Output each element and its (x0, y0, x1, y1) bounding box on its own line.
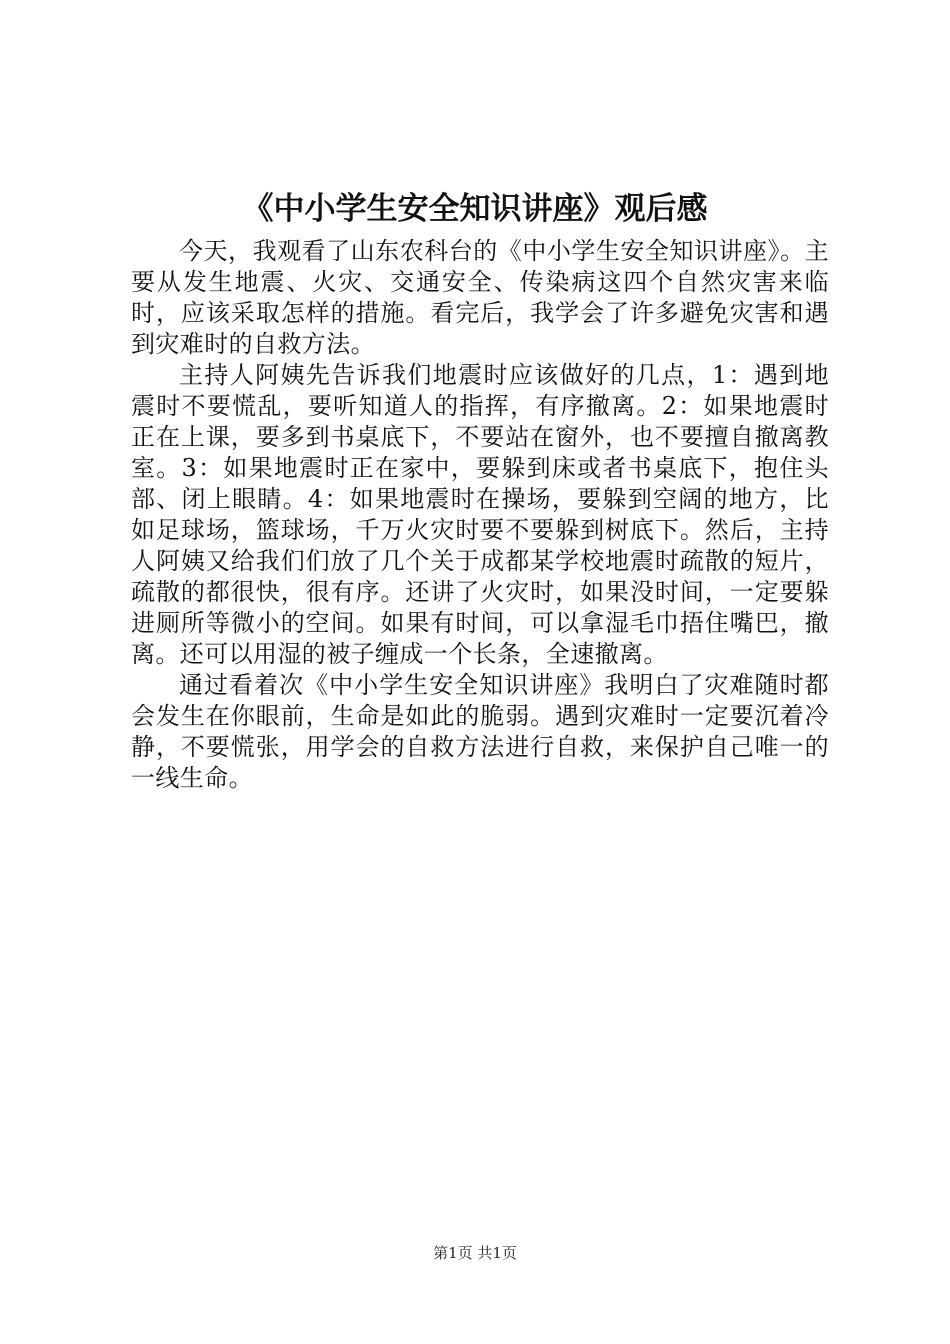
paragraph: 通过看着次《中小学生安全知识讲座》我明白了灾难随时都会发生在你眼前，生命是如此的脆弱。遇到灾难时一定要沉着冷静，不要慌张，用学会的自救方法进行自救，来保护自己唯一的一线生命。 (131, 671, 829, 792)
paragraph: 主持人阿姨先告诉我们地震时应该做好的几点，1：遇到地震时不要慌乱，要听知道人的指挥，有序撤离。2：如果地震时正在上课，要多到书桌底下，不要站在窗外，也不要擅自撤离教室。3：如果地震时正在家中，要躲到床或者书桌底下，抱住头部、闭上眼睛。4：如果地震时在操场，要躲到空阔的地方，比如足球场，篮球场，千万火灾时要不要躲到树底下。然后，主持人阿姨又给我们们放了几个关于成都某学校地震时疏散的短片，疏散的都很快，很有序。还讲了火灾时，如果没时间，一定要躲进厕所等微小的空间。如果有时间，可以拿湿毛巾捂住嘴巴，撤离。还可以用湿的被子缠成一个长条，全速撤离。 (131, 361, 829, 668)
document-body (131, 236, 829, 794)
document-title: 《中小学生安全知识讲座》观后感 (242, 191, 708, 227)
paragraph: 今天，我观看了山东农科台的《中小学生安全知识讲座》。主要从发生地震、火灾、交通安全、传染病这四个自然灾害来临时，应该采取怎样的措施。看完后，我学会了许多避免灾害和遇到灾难时的自救方法。 (131, 237, 829, 358)
page-footer: 第1页 共1页 (433, 1244, 517, 1262)
